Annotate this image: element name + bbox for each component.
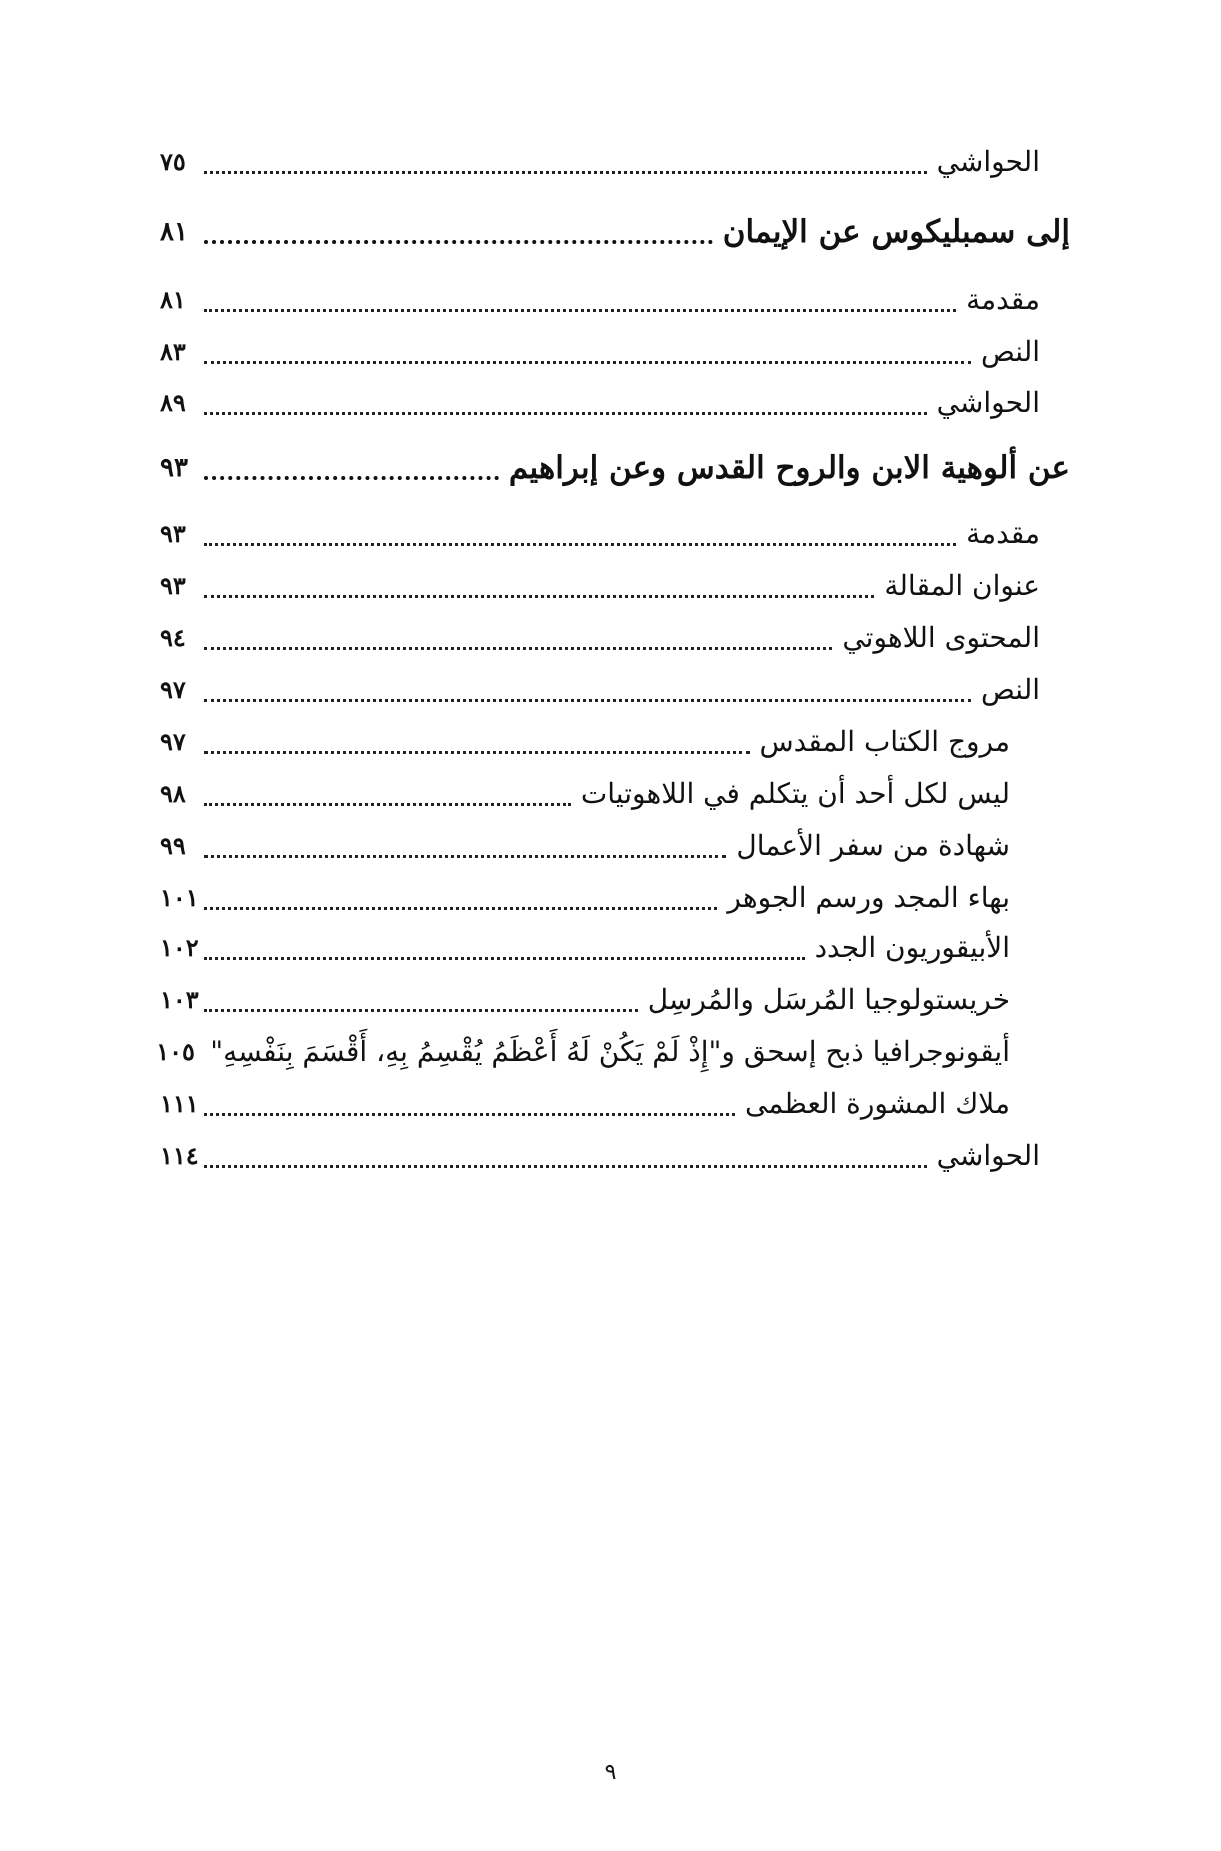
toc-entry-page: ١٠١ [160, 883, 199, 912]
toc-entry [160, 662, 1040, 718]
toc-section-heading [160, 204, 1070, 260]
toc-entry-title: الحواشي [936, 1139, 1040, 1172]
toc-entry-title: أيقونوجرافيا ذبح إسحق و"إِذْ لَمْ يَكُنْ لَهُ أَعْظَمُ يُقْسِمُ بِهِ، أَقْسَمَ بِنَفْسِهِ" [210, 1035, 1010, 1068]
dot-leader [204, 803, 571, 806]
toc-entry-page: ٨٣ [160, 337, 186, 366]
dot-leader [204, 240, 713, 244]
toc-entry-title: شهادة من سفر الأعمال [736, 829, 1010, 862]
toc-entry-page: ١١٤ [160, 1141, 199, 1170]
dot-leader [204, 543, 956, 546]
toc-entry [160, 558, 1040, 614]
toc-entry-title: الحواشي [936, 145, 1040, 178]
dot-leader [204, 957, 805, 960]
dot-leader [204, 1165, 927, 1168]
dot-leader [204, 1009, 638, 1012]
dot-leader [204, 361, 971, 364]
toc-entry-title: عن ألوهية الابن والروح القدس وعن إبراهيم [508, 450, 1070, 486]
toc-entry-title: خريستولوجيا المُرسَل والمُرسِل [647, 983, 1010, 1016]
dot-leader [204, 647, 832, 650]
toc-entry-title: عنوان المقالة [884, 569, 1040, 602]
toc-entry-page: ٨١ [160, 285, 186, 314]
toc-entry-title: الحواشي [936, 386, 1040, 419]
toc-entry-page: ٩٣ [160, 453, 188, 483]
toc-subentry [160, 1076, 1010, 1132]
toc-entry-title: الأبيقوريون الجدد [814, 931, 1010, 964]
toc-subentry [160, 818, 1010, 874]
toc-entry-page: ٩٨ [160, 779, 186, 808]
dot-leader [204, 309, 956, 312]
dot-leader [204, 412, 927, 415]
toc-subentry [160, 972, 1010, 1028]
toc-entry-page: ٩٤ [160, 623, 186, 652]
page-number: ٩ [604, 1760, 617, 1785]
toc-subentry [160, 870, 1010, 926]
toc-entry-title: ليس لكل أحد أن يتكلم في اللاهوتيات [580, 777, 1010, 810]
toc-entry-page: ٩٧ [160, 675, 186, 704]
toc-entry-title: مقدمة [966, 283, 1040, 316]
dot-leader [204, 855, 726, 858]
toc-entry-title: إلى سمبليكوس عن الإيمان [722, 214, 1070, 250]
dot-leader [204, 171, 927, 174]
toc-entry-page: ١٠٣ [160, 985, 199, 1014]
toc-subentry [160, 766, 1010, 822]
toc-entry-title: المحتوى اللاهوتي [842, 621, 1040, 654]
toc-entry-page: ٨١ [160, 217, 188, 247]
toc-entry-page: ٧٥ [160, 147, 186, 176]
toc-subentry [156, 1024, 1010, 1080]
toc-entry-page: ١١١ [160, 1089, 199, 1118]
toc-entry-page: ١٠٢ [160, 933, 199, 962]
toc-entry-title: ملاك المشورة العظمى [744, 1087, 1010, 1120]
toc-entry [160, 272, 1040, 328]
toc-entry-title: النص [980, 335, 1040, 368]
toc-subentry [160, 714, 1010, 770]
toc-entry [160, 506, 1040, 562]
dot-leader [204, 1113, 735, 1116]
toc-entry-title: مروج الكتاب المقدس [759, 725, 1010, 758]
toc-entry [160, 134, 1040, 190]
dot-leader [204, 751, 750, 754]
toc-entry [160, 324, 1040, 380]
toc-subentry [160, 920, 1010, 976]
dot-leader [204, 699, 971, 702]
toc-entry-page: ٨٩ [160, 388, 186, 417]
dot-leader [204, 476, 499, 480]
toc-entry-page: ٩٣ [160, 571, 186, 600]
toc-entry-title: النص [980, 673, 1040, 706]
dot-leader [204, 595, 874, 598]
toc-section-heading [160, 440, 1070, 496]
toc-entry-title: بهاء المجد ورسم الجوهر [727, 881, 1010, 914]
dot-leader [204, 907, 717, 910]
toc-entry [160, 610, 1040, 666]
toc-entry-page: ٩٣ [160, 519, 186, 548]
toc-entry-page: ٩٧ [160, 727, 186, 756]
toc-entry-title: مقدمة [966, 517, 1040, 550]
table-of-contents [156, 0, 1070, 1851]
toc-entry [160, 1128, 1040, 1184]
toc-entry-page: ١٠٥ [156, 1037, 195, 1066]
toc-entry-page: ٩٩ [160, 831, 186, 860]
toc-entry [160, 375, 1040, 431]
